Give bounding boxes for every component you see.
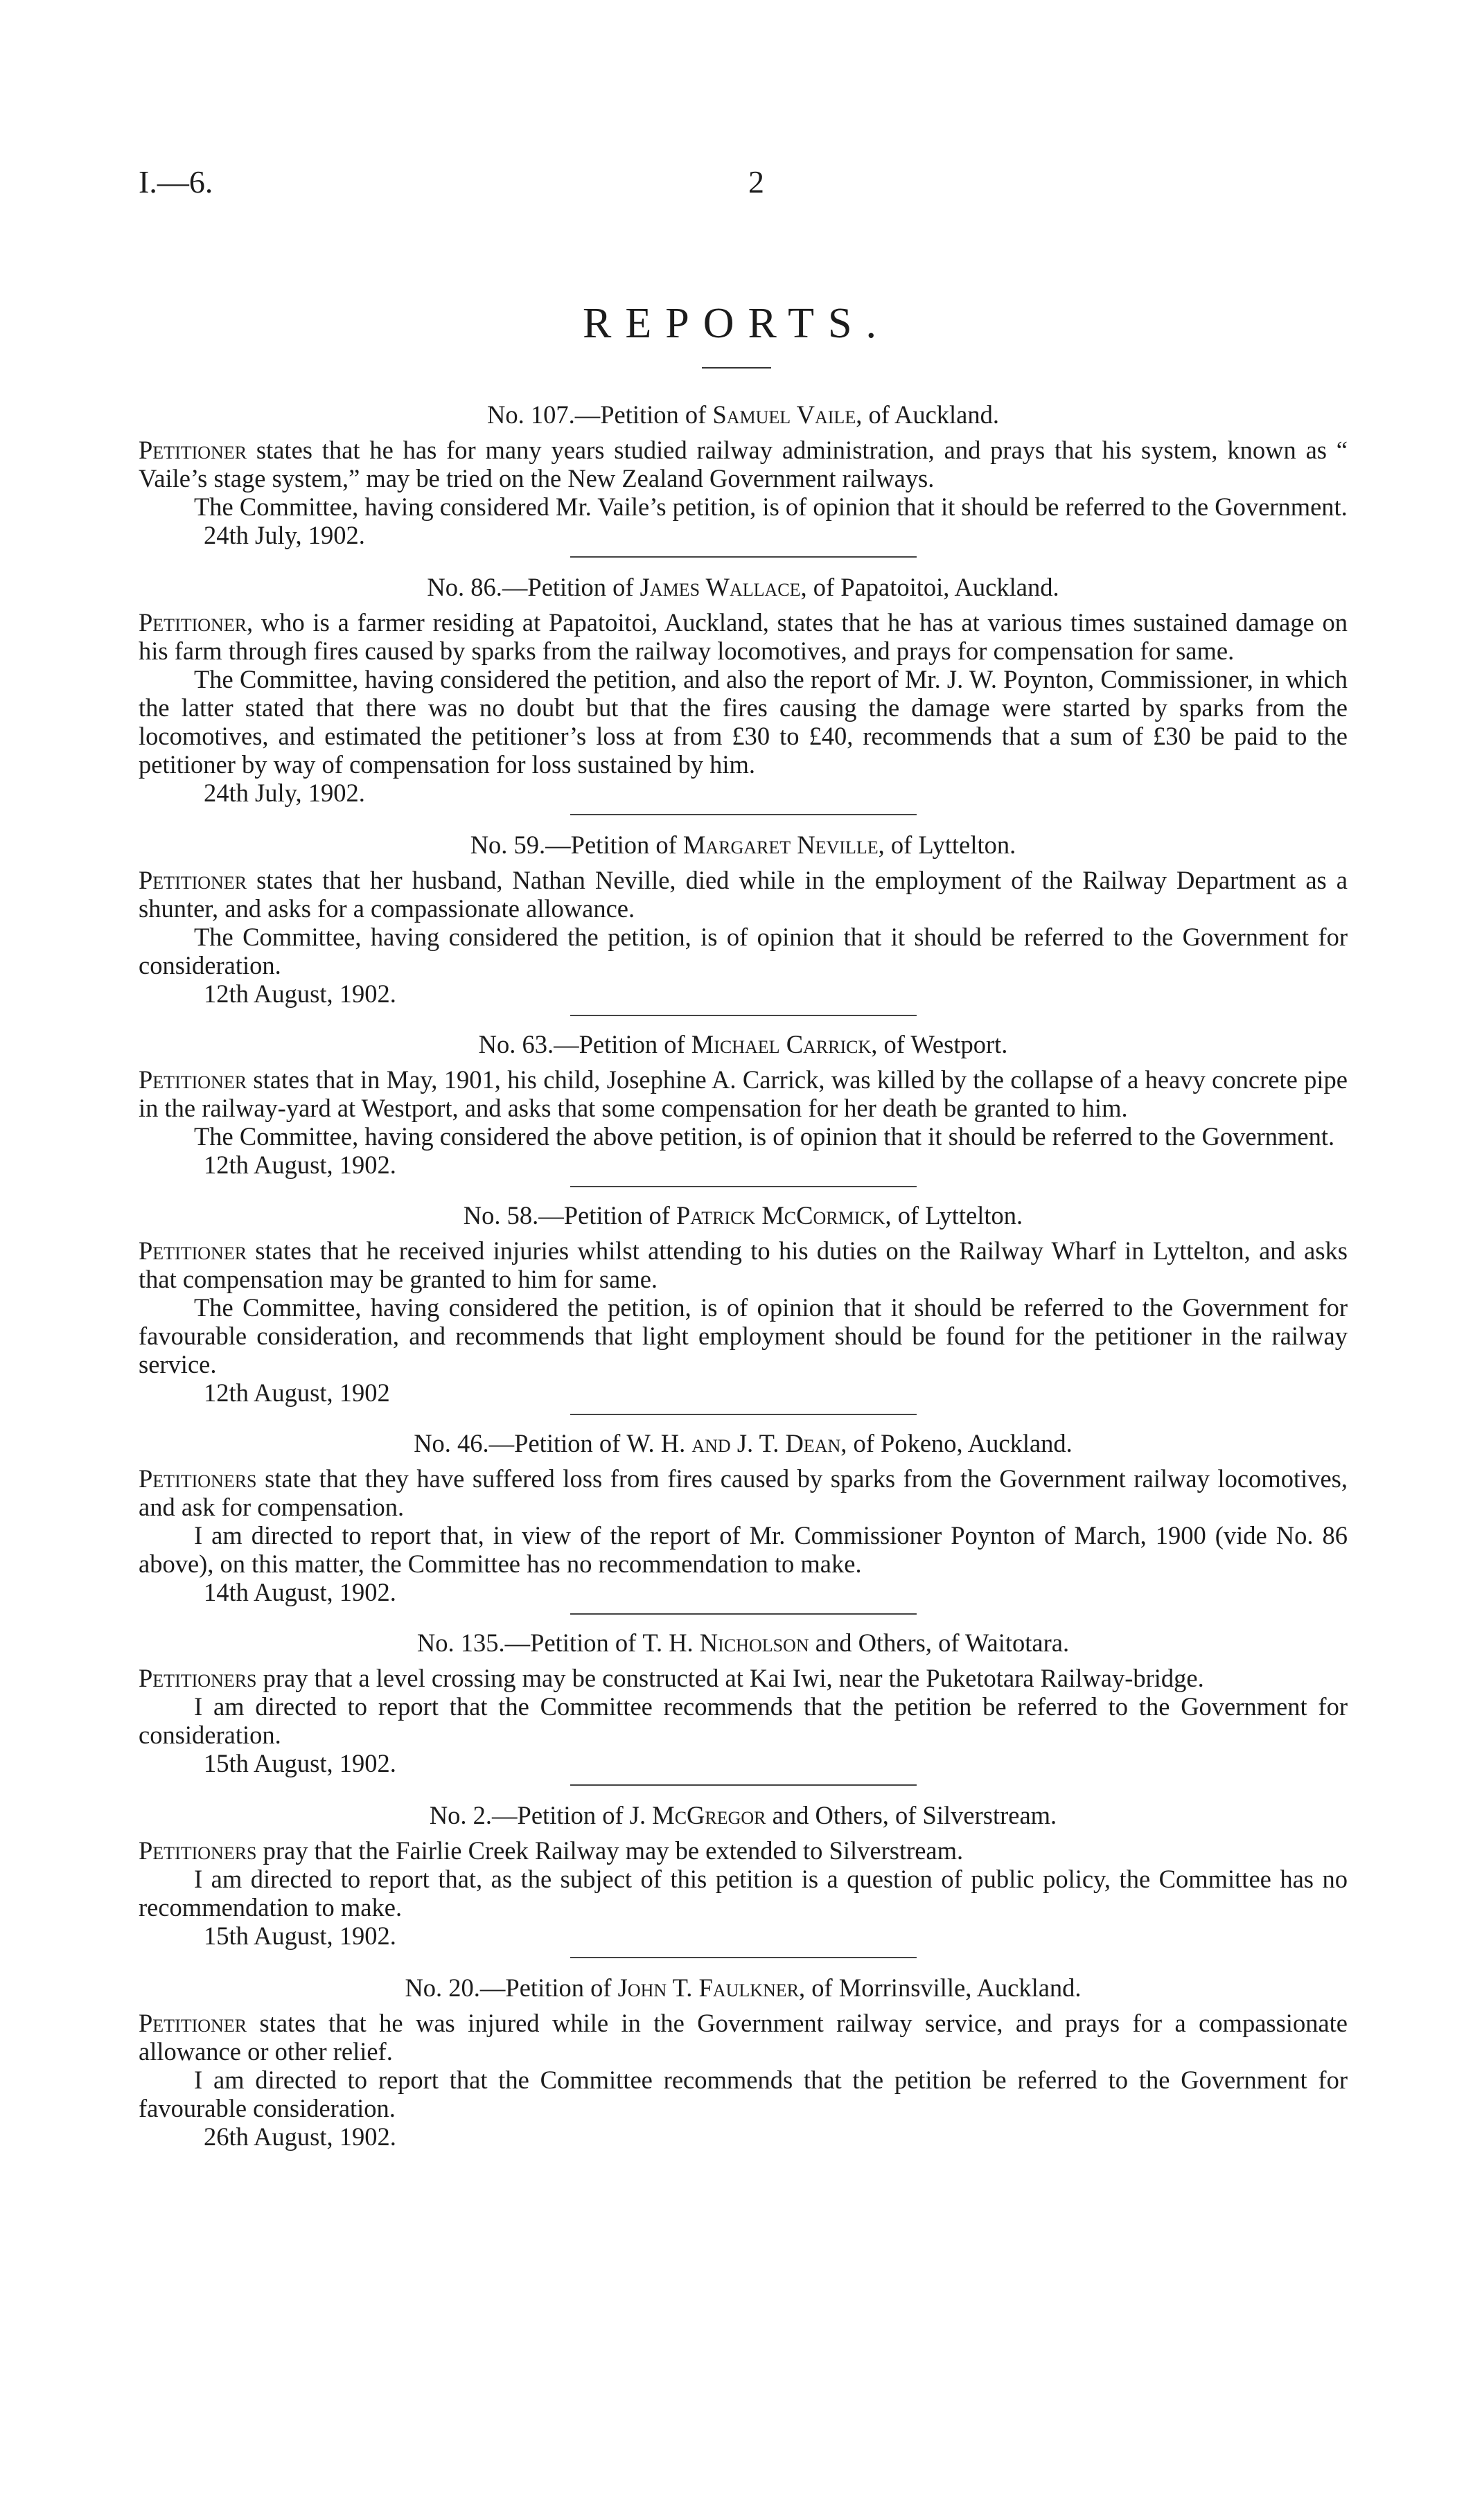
petition-body xyxy=(139,1664,1348,1692)
petition-statement: state that they have suffered loss from fires caused by sparks from the Government railway locomotives, and ask for compensation. xyxy=(139,1464,1348,1521)
petitioner-lead: Petitioners xyxy=(139,1464,257,1493)
petition-body xyxy=(139,1236,1348,1293)
petition-place: , of Auckland. xyxy=(856,400,999,429)
petition-body xyxy=(139,1065,1348,1122)
petitioner-name: Margaret Neville xyxy=(682,831,879,859)
petition-statement: states that he has for many years studied railway administration, and prays that his system, known as “ Vaile’s stage system,” may be tried on the New Zealand Government railways. xyxy=(139,436,1348,493)
petition-place: and Others, of Silverstream. xyxy=(766,1801,1057,1829)
report-date: 26th August, 1902. xyxy=(204,2122,396,2151)
section-divider xyxy=(570,1414,917,1415)
petition-body xyxy=(139,608,1348,665)
section-divider xyxy=(570,1186,917,1187)
petitioner-lead: Petitioner xyxy=(139,1236,247,1265)
report-date: 15th August, 1902. xyxy=(204,1749,396,1777)
petitioner-name: J. McGregor xyxy=(629,1801,766,1829)
petitioner-name: Patrick McCormick xyxy=(676,1201,885,1230)
section-divider xyxy=(570,1957,917,1958)
committee-finding: The Committee, having considered the above petition, is of opinion that it should be referred to the Government. xyxy=(194,1122,1335,1151)
petitioner-name: W. H. and J. T. Dean xyxy=(626,1429,841,1457)
petition-place: , of Westport. xyxy=(871,1030,1008,1058)
petitioner-name: James Wallace xyxy=(640,573,801,601)
report-date: 24th July, 1902. xyxy=(204,779,365,807)
petition-body xyxy=(139,436,1348,493)
page-title: REPORTS. xyxy=(583,300,890,347)
report-title xyxy=(139,1429,1348,1457)
report-section xyxy=(139,1186,1348,1407)
petition-number: No. 20.—Petition of xyxy=(405,1973,612,2002)
petition-statement: states that her husband, Nathan Neville, died while in the employment of the Railway Department as a shunter, and asks for a compassionate allowance. xyxy=(139,866,1348,923)
petitioner-lead: Petitioner xyxy=(139,608,247,637)
report-section xyxy=(139,1784,1348,1950)
report-date: 15th August, 1902. xyxy=(204,1922,396,1950)
report-date: 12th August, 1902. xyxy=(204,979,396,1008)
section-divider xyxy=(570,1613,917,1615)
committee-finding: I am directed to report that, as the subject of this petition is a question of public policy, the Committee has no recommendation to make. xyxy=(139,1865,1348,1922)
petitioner-lead: Petitioners xyxy=(139,1664,257,1692)
petition-number: No. 58.—Petition of xyxy=(463,1201,670,1230)
report-date: 12th August, 1902 xyxy=(204,1378,390,1407)
title-rule xyxy=(702,367,771,369)
report-section xyxy=(139,814,1348,1008)
report-title xyxy=(139,1030,1348,1058)
section-divider xyxy=(570,1784,917,1786)
petitioner-lead: Petitioner xyxy=(139,866,247,894)
petition-number: No. 59.—Petition of xyxy=(470,831,677,859)
report-title xyxy=(139,400,1348,429)
committee-finding: The Committee, having considered the petition, and also the report of Mr. J. W. Poynton, Commissioner, in which the latter stated that there was no doubt but that the fires causing the damage were started by sparks from the locomotives, and estimated the petitioner’s loss at from £30 to £40, recommends that a sum of £30 be paid to the petitioner by way of compensation for loss sustained by him. xyxy=(139,665,1348,779)
petitioner-name: T. H. Nicholson xyxy=(642,1629,809,1657)
petitioner-lead: Petitioners xyxy=(139,1836,257,1865)
report-section xyxy=(139,400,1348,549)
report-section xyxy=(139,1414,1348,1606)
reports-list xyxy=(139,395,1348,2160)
petition-number: No. 135.—Petition of xyxy=(416,1629,637,1657)
petition-place: , of Morrinsville, Auckland. xyxy=(799,1973,1082,2002)
report-title xyxy=(139,573,1348,601)
committee-finding: I am directed to report that the Committee recommends that the petition be referred to the Government for consideration. xyxy=(139,1692,1348,1749)
petitioner-name: Michael Carrick xyxy=(691,1030,872,1058)
section-divider xyxy=(570,814,917,815)
petition-statement: states that in May, 1901, his child, Josephine A. Carrick, was killed by the collapse of a heavy concrete pipe in the railway-yard at Westport, and asks that some compensation for her death be granted to him. xyxy=(139,1065,1348,1122)
petition-number: No. 46.—Petition of xyxy=(414,1429,621,1457)
report-date: 24th July, 1902. xyxy=(204,521,365,549)
petition-number: No. 2.—Petition of xyxy=(429,1801,624,1829)
petition-number: No. 63.—Petition of xyxy=(478,1030,685,1058)
petition-body xyxy=(139,1464,1348,1521)
petition-body xyxy=(139,866,1348,923)
petition-place: , of Lyttelton. xyxy=(878,831,1016,859)
petition-body xyxy=(139,1836,1348,1865)
petition-statement: states that he was injured while in the Government railway service, and prays for a compassionate allowance or other relief. xyxy=(139,2009,1348,2066)
report-title xyxy=(139,831,1348,859)
petition-statement: pray that a level crossing may be constructed at Kai Iwi, near the Puketotara Railway-bridge. xyxy=(263,1664,1204,1692)
petitioner-lead: Petitioner xyxy=(139,436,247,464)
committee-finding: The Committee, having considered the petition, is of opinion that it should be referred to the Government for consideration. xyxy=(139,923,1348,979)
petition-place: , of Lyttelton. xyxy=(885,1201,1023,1230)
committee-finding: I am directed to report that, in view of the report of Mr. Commissioner Poynton of March, 1900 (vide No. 86 above), on this matter, the Committee has no recommendation to make. xyxy=(139,1521,1348,1578)
report-date: 14th August, 1902. xyxy=(204,1578,396,1606)
page-number: 2 xyxy=(748,164,764,199)
petition-statement: , who is a farmer residing at Papatoitoi, Auckland, states that he has at various times sustained damage on his farm through fires caused by sparks from the railway locomotives, and prays for compensation for same. xyxy=(139,608,1348,665)
report-title xyxy=(139,1201,1348,1230)
committee-finding: I am directed to report that the Committee recommends that the petition be referred to the Government for favourable consideration. xyxy=(139,2066,1348,2122)
report-section xyxy=(139,1613,1348,1777)
petition-statement: pray that the Fairlie Creek Railway may be extended to Silverstream. xyxy=(263,1836,964,1865)
document-reference: I.—6. xyxy=(139,164,213,199)
petitioner-lead: Petitioner xyxy=(139,2009,247,2037)
page-header xyxy=(139,163,1334,212)
section-divider xyxy=(570,1015,917,1016)
report-date: 12th August, 1902. xyxy=(204,1151,396,1179)
petition-number: No. 86.—Petition of xyxy=(427,573,634,601)
petition-place: and Others, of Waitotara. xyxy=(809,1629,1070,1657)
petition-place: , of Papatoitoi, Auckland. xyxy=(800,573,1059,601)
petitioner-name: John T. Faulkner xyxy=(617,1973,800,2002)
section-divider xyxy=(570,556,917,558)
committee-finding: The Committee, having considered the petition, is of opinion that it should be referred to the Government for favourable consideration, and recommends that light employment should be found for the petitioner in the railway service. xyxy=(139,1293,1348,1378)
petition-body xyxy=(139,2009,1348,2066)
petition-place: , of Pokeno, Auckland. xyxy=(840,1429,1073,1457)
report-section xyxy=(139,1015,1348,1179)
petitioner-name: Samuel Vaile xyxy=(712,400,856,429)
report-title xyxy=(139,1973,1348,2002)
report-title xyxy=(139,1629,1348,1657)
report-section xyxy=(139,1957,1348,2151)
petitioner-lead: Petitioner xyxy=(139,1065,247,1094)
petition-number: No. 107.—Petition of xyxy=(486,400,707,429)
report-section xyxy=(139,556,1348,807)
petition-statement: states that he received injuries whilst attending to his duties on the Railway Wharf in Lyttelton, and asks that compensation may be granted to him for same. xyxy=(139,1236,1348,1293)
committee-finding: The Committee, having considered Mr. Vaile’s petition, is of opinion that it should be referred to the Government. xyxy=(194,493,1348,521)
report-title xyxy=(139,1801,1348,1829)
